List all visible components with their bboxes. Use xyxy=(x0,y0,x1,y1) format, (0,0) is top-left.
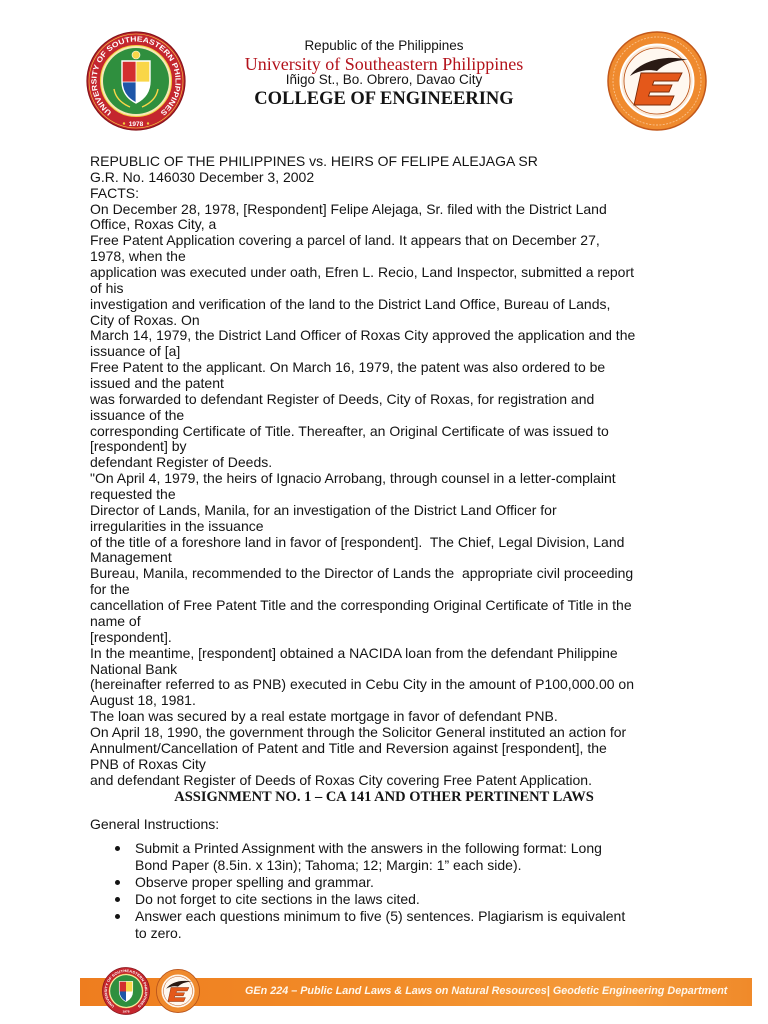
body-line: (hereinafter referred to as PNB) executed in Cebu City in the amount of P100,000.00 on xyxy=(90,676,634,693)
body-line: for the xyxy=(90,581,130,598)
body-line: application was executed under oath, Efren L. Recio, Land Inspector, submitted a report xyxy=(90,264,634,281)
body-line: Free Patent Application covering a parcel of land. It appears that on December 27, xyxy=(90,232,600,249)
list-item xyxy=(0,908,625,942)
engineering-logo-icon xyxy=(156,969,200,1013)
body-line: August 18, 1981. xyxy=(90,692,196,709)
instructions-list xyxy=(0,840,625,942)
body-line: Director of Lands, Manila, for an investigation of the District Land Officer for xyxy=(90,501,557,518)
body-line: corresponding Certificate of Title. Thereafter, an Original Certificate of was issued to xyxy=(90,422,609,439)
body-line: issuance of the xyxy=(90,406,185,423)
body-line: "On April 4, 1979, the heirs of Ignacio Arrobang, through counsel in a letter-complaint xyxy=(90,470,616,487)
body-line: defendant Register of Deeds. xyxy=(90,454,273,471)
body-line: In the meantime, [respondent] obtained a NACIDA loan from the defendant Philippine xyxy=(90,644,618,661)
body-line: PNB of Roxas City xyxy=(90,755,206,772)
body-line: of the title of a foreshore land in favor of [respondent]. The Chief, Legal Division, Land xyxy=(90,533,625,550)
body-line: Management xyxy=(90,549,172,566)
list-item-line: Submit a Printed Assignment with the answers in the following format: Long xyxy=(135,840,602,856)
case-number: G.R. No. 146030 December 3, 2002 xyxy=(90,168,315,185)
body-line: City of Roxas. On xyxy=(90,311,200,328)
body-line: 1978, when the xyxy=(90,248,186,265)
body-line: Office, Roxas City, a xyxy=(90,216,217,233)
body-line: Bureau, Manila, recommended to the Director of Lands the appropriate civil proceeding xyxy=(90,565,634,582)
college-name: COLLEGE OF ENGINEERING xyxy=(254,89,514,109)
footer-seal-graphic xyxy=(102,967,150,1015)
country-heading: Republic of the Philippines xyxy=(304,38,464,53)
body-line: Free Patent to the applicant. On March 16, 1979, the patent was also ordered to be xyxy=(90,359,606,376)
body-line: investigation and verification of the land to the District Land Office, Bureau of Lands, xyxy=(90,295,611,312)
list-item xyxy=(0,891,625,908)
body-line: was forwarded to defendant Register of Deeds, City of Roxas, for registration and xyxy=(90,390,595,407)
body-line: requested the xyxy=(90,486,176,503)
list-item xyxy=(0,874,625,891)
seal-ring-text: UNIVERSITY OF SOUTHEASTERN PHILIPPINES xyxy=(104,969,148,1009)
assignment-heading: ASSIGNMENT NO. 1 – CA 141 AND OTHER PERTINENT LAWS xyxy=(174,789,594,805)
body-line: The loan was secured by a real estate mortgage in favor of defendant PNB. xyxy=(90,708,558,725)
body-line: [respondent]. xyxy=(90,628,172,645)
university-name: University of Southeastern Philippines xyxy=(244,54,524,74)
list-item-line: Answer each questions minimum to five (5) sentences. Plagiarism is equivalent xyxy=(135,908,626,924)
list-item-line: to zero. xyxy=(135,925,182,941)
body-line: On December 28, 1978, [Respondent] Felipe Alejaga, Sr. filed with the District Land xyxy=(90,200,607,217)
body-line: irregularities in the issuance xyxy=(90,517,264,534)
body-line: name of xyxy=(90,612,141,629)
seal-year-text: 1978 xyxy=(122,1009,130,1014)
body-line: issuance of [a] xyxy=(90,343,181,360)
body-line: Annulment/Cancellation of Patent and Title and Reversion against [respondent], the xyxy=(90,739,607,756)
university-address: Iñigo St., Bo. Obrero, Davao City xyxy=(285,72,483,87)
bullet-icon xyxy=(115,846,120,851)
bullet-icon xyxy=(115,897,120,902)
list-item-line: Observe proper spelling and grammar. xyxy=(135,874,374,890)
footer-elogo-graphic xyxy=(156,969,200,1013)
body-line: [respondent] by xyxy=(90,438,187,455)
body-line: and defendant Register of Deeds of Roxas City covering Free Patent Application. xyxy=(90,771,592,788)
list-item-line: Bond Paper (8.5in. x 13in); Tahoma; 12; Margin: 1” each side). xyxy=(135,857,522,873)
instructions-label: General Instructions: xyxy=(90,816,220,832)
body-line: National Bank xyxy=(90,660,178,677)
list-item xyxy=(0,840,625,874)
body-line: On April 18, 1990, the government through the Solicitor General instituted an action for xyxy=(90,723,627,740)
body-line: issued and the patent xyxy=(90,375,224,392)
seal-year-text: 1978 xyxy=(128,121,144,128)
body-line: of his xyxy=(90,279,124,296)
facts-label: FACTS: xyxy=(90,184,140,201)
case-title: REPUBLIC OF THE PHILIPPINES vs. HEIRS OF FELIPE ALEJAGA SR xyxy=(90,153,538,169)
list-item-line: Do not forget to cite sections in the laws cited. xyxy=(135,891,420,907)
seal-ring-text: UNIVERSITY OF SOUTHEASTERN PHILIPPINES xyxy=(89,34,183,118)
university-seal-icon xyxy=(102,967,150,1015)
footer-course-text: GEn 224 – Public Land Laws & Laws on Natural Resources| Geodetic Engineering Department xyxy=(245,985,728,997)
bullet-icon xyxy=(115,880,120,885)
bullet-icon xyxy=(115,914,120,919)
body-line: March 14, 1979, the District Land Officer of Roxas City approved the application and the xyxy=(90,327,636,344)
case-facts-body xyxy=(90,154,635,788)
body-line: cancellation of Free Patent Title and the corresponding Original Certificate of Title in the xyxy=(90,597,632,614)
